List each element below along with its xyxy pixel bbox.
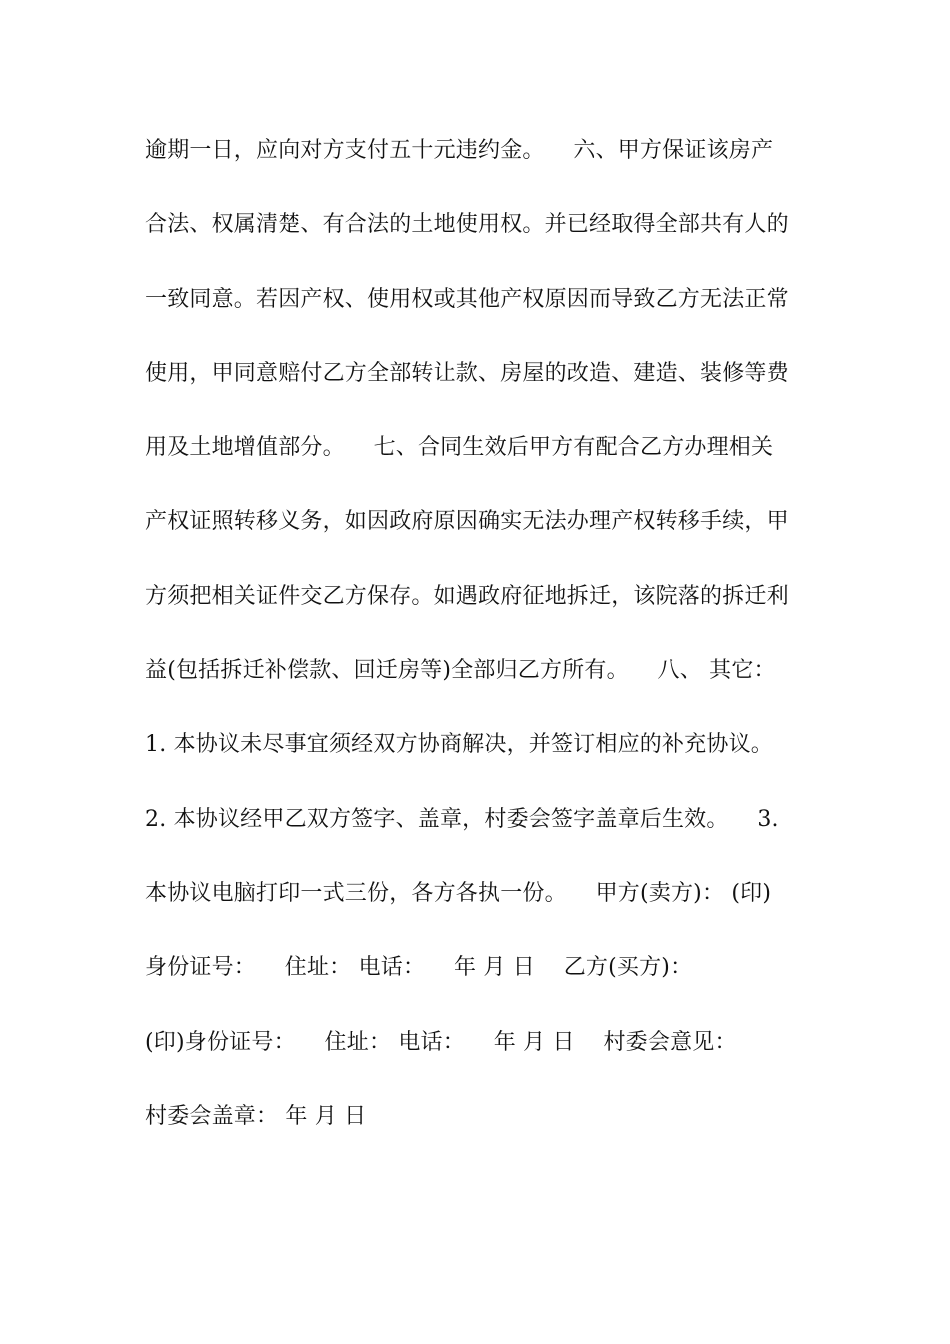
text-line-12: 身份证号： 住址： 电话： 年 月 日 乙方(买方)： [145,955,693,981]
text-line-14: 村委会盖章： 年 月 日 [145,1103,367,1129]
text-line-6: 产权证照转移义务，如因政府原因确实无法办理产权转移手续，甲 [145,509,789,535]
contract-body-text [145,128,805,1168]
text-line-13: (印)身份证号： 住址： 电话： 年 月 日 村委会意见： [145,1029,737,1055]
text-line-2: 合法、权属清楚、有合法的土地使用权。并已经取得全部共有人的 [145,212,789,238]
text-line-7: 方须把相关证件交乙方保存。如遇政府征地拆迁，该院落的拆迁利 [145,583,789,609]
text-line-5: 用及土地增值部分。 七、合同生效后甲方有配合乙方办理相关 [145,435,774,461]
text-line-3: 一致同意。若因产权、使用权或其他产权原因而导致乙方无法正常 [145,286,789,312]
text-line-8: 益(包括拆迁补偿款、回迁房等)全部归乙方所有。 八、 其它： [145,658,776,684]
text-line-9: 1. 本协议未尽事宜须经双方协商解决，并签订相应的补充协议。 [145,732,773,758]
text-line-1: 逾期一日，应向对方支付五十元违约金。 六、甲方保证该房产 [145,138,774,163]
text-line-10: 2. 本协议经甲乙双方签字、盖章，村委会签字盖章后生效。 3. [145,806,779,832]
text-line-4: 使用，甲同意赔付乙方全部转让款、房屋的改造、建造、装修等费 [145,360,789,386]
text-line-11: 本协议电脑打印一式三份，各方各执一份。 甲方(卖方)： (印) [145,880,772,906]
